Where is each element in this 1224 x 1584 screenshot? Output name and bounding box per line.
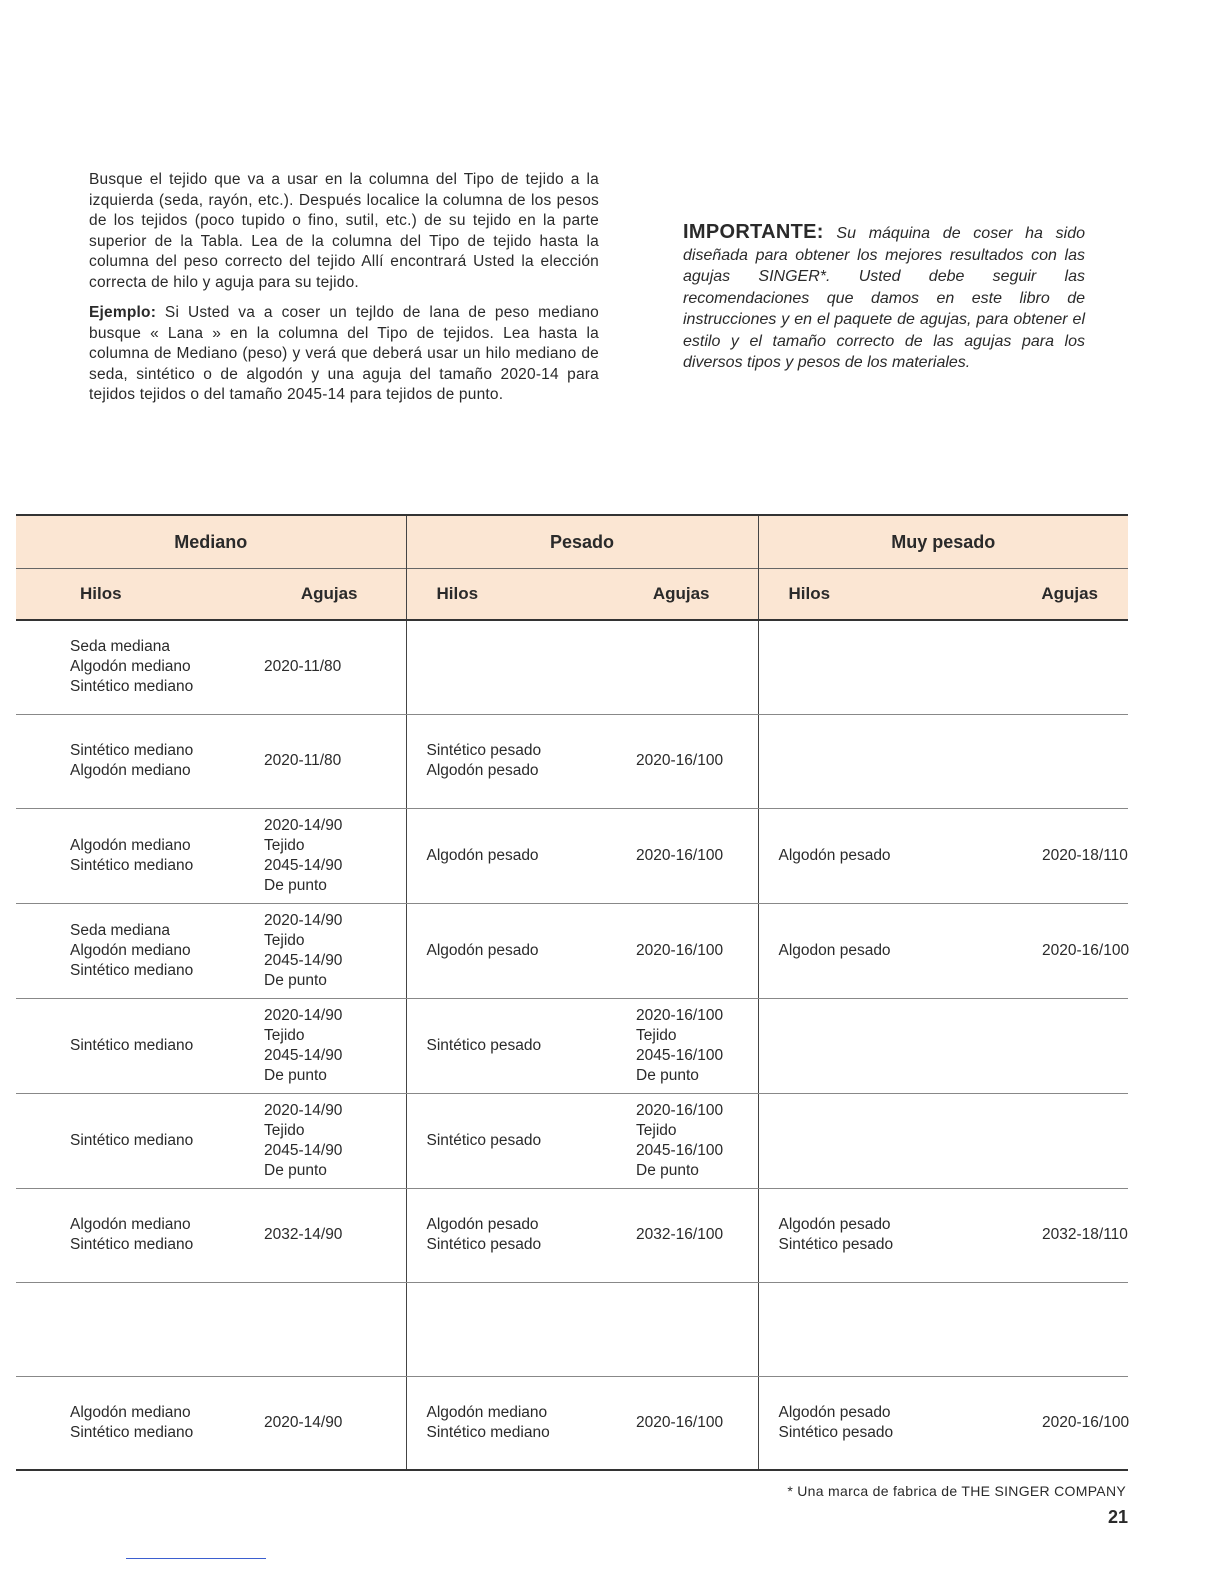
table-row bbox=[16, 1188, 1128, 1282]
subheader-row bbox=[16, 569, 1128, 621]
table-row bbox=[16, 808, 1128, 903]
thread-cell bbox=[406, 998, 630, 1093]
thread-line: Algodón pesado bbox=[426, 941, 539, 959]
needle-line: 2032-16/100 bbox=[636, 1226, 724, 1243]
thread-cell bbox=[16, 620, 244, 714]
intro-paragraph: Busque el tejido que va a usar en la columna del Tipo de tejido a la izquierda (seda, rayón, etc.). Después localice la columna de los pesos de los tejidos (poco tupido o fino, sutil, etc.) de su tejido en la parte superior de la Tabla. Lea de la columna del Tipo de tejido hasta la columna del peso correcto del tejido Allí encontrará Usted la elección correcta de hilo y aguja para su tejido. bbox=[89, 171, 599, 291]
table-row bbox=[16, 620, 1128, 714]
intro-text bbox=[89, 170, 599, 416]
needle-line: 2020-11/80 bbox=[264, 752, 342, 769]
needle-line: Tejido bbox=[264, 836, 305, 854]
needle-line: 2045-16/100 bbox=[636, 1046, 724, 1064]
needle-cell bbox=[630, 998, 758, 1093]
needle-line: 2020-14/90 bbox=[264, 816, 343, 834]
needle-line: 2045-14/90 bbox=[264, 1141, 343, 1159]
thread-line: Algodón mediano bbox=[426, 1403, 548, 1421]
thread-cell bbox=[406, 1188, 630, 1282]
needle-line: 2020-14/90 bbox=[264, 1101, 343, 1119]
needle-cell bbox=[980, 1282, 1128, 1376]
thread-line: Algodón pesado bbox=[426, 846, 539, 864]
needle-line: 2020-14/90 bbox=[264, 1413, 343, 1431]
thread-cell bbox=[406, 903, 630, 998]
thread-line: Algodón pesado bbox=[426, 762, 539, 779]
thread-line: Algodón mediano bbox=[70, 836, 191, 854]
header-muy-pesado: Muy pesado bbox=[758, 515, 1128, 569]
needle-cell bbox=[244, 998, 406, 1093]
page-number: 21 bbox=[1107, 1507, 1128, 1527]
table-row bbox=[16, 903, 1128, 998]
example-label: Ejemplo: bbox=[89, 304, 157, 321]
thread-line: Algodón mediano bbox=[70, 658, 191, 676]
needle-cell bbox=[244, 903, 406, 998]
needle-cell bbox=[980, 998, 1128, 1093]
thread-line: Sintético pesado bbox=[426, 1236, 542, 1253]
needle-line: De punto bbox=[264, 971, 327, 989]
needle-cell bbox=[244, 1093, 406, 1188]
example-paragraph bbox=[89, 303, 599, 406]
thread-line: Sintético pesado bbox=[426, 1131, 542, 1149]
thread-cell bbox=[406, 808, 630, 903]
thread-line: Seda mediana bbox=[70, 638, 170, 656]
thread-line: Sintético mediano bbox=[70, 856, 194, 874]
thread-cell bbox=[406, 1376, 630, 1470]
thread-line: Sintético pesado bbox=[426, 1036, 542, 1054]
needle-cell bbox=[980, 620, 1128, 714]
subheader-hilos: Hilos bbox=[758, 569, 980, 621]
needle-cell bbox=[630, 903, 758, 998]
needle-cell bbox=[980, 903, 1128, 998]
thread-line: Algodón pesado bbox=[778, 1216, 891, 1233]
needle-line: Tejido bbox=[636, 1121, 677, 1139]
needle-cell bbox=[630, 1188, 758, 1282]
thread-line: Algodón mediano bbox=[70, 762, 191, 779]
thread-cell bbox=[406, 1282, 630, 1376]
needle-line: 2020-14/90 bbox=[264, 911, 343, 929]
thread-cell bbox=[16, 1376, 244, 1470]
needle-line: 2020-16/100 bbox=[1042, 941, 1130, 959]
needle-line: 2020-16/100 bbox=[636, 846, 724, 864]
thread-cell bbox=[406, 1093, 630, 1188]
thread-line: Sintético mediano bbox=[70, 678, 194, 696]
thread-cell bbox=[758, 1093, 980, 1188]
thread-cell bbox=[758, 714, 980, 808]
needle-cell bbox=[980, 808, 1128, 903]
thread-cell bbox=[758, 620, 980, 714]
needle-line: 2045-14/90 bbox=[264, 1046, 343, 1064]
thread-cell bbox=[758, 1282, 980, 1376]
thread-cell bbox=[758, 998, 980, 1093]
table-row bbox=[16, 998, 1128, 1093]
thread-cell bbox=[406, 620, 630, 714]
thread-line: Algodón mediano bbox=[70, 1216, 191, 1233]
thread-line: Algodon pesado bbox=[778, 941, 891, 959]
needle-line: Tejido bbox=[264, 1121, 305, 1139]
needle-line: 2045-16/100 bbox=[636, 1141, 724, 1159]
needle-cell bbox=[980, 1376, 1128, 1470]
needle-cell bbox=[980, 1093, 1128, 1188]
needle-cell bbox=[244, 808, 406, 903]
subheader-agujas: Agujas bbox=[244, 569, 406, 621]
subheader-agujas: Agujas bbox=[630, 569, 758, 621]
needle-line: De punto bbox=[264, 876, 327, 894]
important-label: IMPORTANTE: bbox=[683, 221, 824, 243]
needle-line: 2020-11/80 bbox=[264, 658, 342, 676]
needle-line: De punto bbox=[636, 1066, 699, 1084]
needle-cell bbox=[980, 714, 1128, 808]
needle-line: 2032-18/110 bbox=[1042, 1226, 1128, 1243]
needle-cell bbox=[244, 1376, 406, 1470]
needle-line: 2020-16/100 bbox=[636, 752, 724, 769]
thread-line: Sintético mediano bbox=[70, 1036, 194, 1054]
needle-cell bbox=[630, 714, 758, 808]
needle-cell bbox=[630, 1282, 758, 1376]
needle-line: 2020-16/100 bbox=[636, 1006, 724, 1024]
thread-line: Sintético mediano bbox=[426, 1423, 550, 1441]
weight-header-row bbox=[16, 515, 1128, 569]
thread-line: Sintético pesado bbox=[778, 1236, 894, 1253]
footnote: * Una marca de fabrica de THE SINGER COMPANY bbox=[787, 1483, 1126, 1499]
bottom-rule bbox=[126, 1558, 266, 1559]
needle-cell bbox=[630, 1093, 758, 1188]
subheader-hilos: Hilos bbox=[406, 569, 630, 621]
needle-cell bbox=[630, 808, 758, 903]
needle-line: 2020-16/100 bbox=[636, 941, 724, 959]
needle-cell bbox=[244, 714, 406, 808]
thread-cell bbox=[16, 998, 244, 1093]
important-note bbox=[683, 222, 1085, 374]
thread-cell bbox=[758, 1188, 980, 1282]
needle-cell bbox=[630, 1376, 758, 1470]
thread-line: Sintético pesado bbox=[778, 1423, 894, 1441]
needle-cell bbox=[980, 1188, 1128, 1282]
thread-cell bbox=[16, 903, 244, 998]
needle-line: 2032-14/90 bbox=[264, 1226, 343, 1243]
thread-line: Seda mediana bbox=[70, 921, 170, 939]
thread-line: Sintético mediano bbox=[70, 1131, 194, 1149]
thread-cell bbox=[758, 808, 980, 903]
needle-line: De punto bbox=[264, 1066, 327, 1084]
thread-cell bbox=[16, 808, 244, 903]
subheader-hilos: Hilos bbox=[16, 569, 244, 621]
thread-cell bbox=[406, 714, 630, 808]
thread-cell bbox=[16, 1093, 244, 1188]
thread-line: Sintético mediano bbox=[70, 1423, 194, 1441]
subheader-agujas: Agujas bbox=[980, 569, 1128, 621]
table-row bbox=[16, 714, 1128, 808]
needle-line: De punto bbox=[264, 1161, 327, 1179]
thread-line: Algodón mediano bbox=[70, 941, 191, 959]
thread-line: Algodón pesado bbox=[778, 846, 891, 864]
header-mediano: Mediano bbox=[16, 515, 406, 569]
needle-line: 2045-14/90 bbox=[264, 951, 343, 969]
thread-cell bbox=[16, 1282, 244, 1376]
thread-cell bbox=[16, 714, 244, 808]
thread-line: Algodón pesado bbox=[778, 1403, 891, 1421]
needle-line: 2020-16/100 bbox=[636, 1101, 724, 1119]
thread-cell bbox=[758, 903, 980, 998]
needle-line: 2020-14/90 bbox=[264, 1006, 343, 1024]
needle-line: De punto bbox=[636, 1161, 699, 1179]
thread-line: Algodón pesado bbox=[426, 1216, 539, 1233]
thread-cell bbox=[758, 1376, 980, 1470]
thread-cell bbox=[16, 1188, 244, 1282]
table-row bbox=[16, 1376, 1128, 1470]
table-row bbox=[16, 1093, 1128, 1188]
thread-line: Algodón mediano bbox=[70, 1403, 191, 1421]
important-text: Su máquina de coser ha sido diseñada para obtener los mejores resultados con las agujas SINGER*. Usted debe seguir las recomendaciones que damos en este libro de instrucciones y en el paquete de agujas, para obtener el estilo y el tamaño correcto de las agujas para los diversos tipos y pesos de los materiales. bbox=[683, 225, 1085, 371]
header-pesado: Pesado bbox=[406, 515, 758, 569]
needle-line: 2020-16/100 bbox=[1042, 1413, 1130, 1431]
needle-line: 2020-16/100 bbox=[636, 1413, 724, 1431]
thread-line: Sintético pesado bbox=[426, 742, 542, 759]
thread-line: Sintético mediano bbox=[70, 1236, 194, 1253]
thread-line: Sintético mediano bbox=[70, 961, 194, 979]
example-text: Si Usted va a coser un tejldo de lana de peso mediano busque « Lana » en la columna del Tipo de tejidos. Lea hasta la columna de Mediano (peso) y verá que deberá usar un hilo mediano de seda, sintético o de algodón y una aguja del tamaño 2020-14 para tejidos tejidos o del tamaño 2045-14 para tejidos de punto. bbox=[89, 304, 599, 403]
needle-cell bbox=[244, 620, 406, 714]
needle-line: 2020-18/110 bbox=[1042, 846, 1128, 864]
table-row bbox=[16, 1282, 1128, 1376]
needle-cell bbox=[244, 1188, 406, 1282]
needle-line: Tejido bbox=[264, 1026, 305, 1044]
needle-line: Tejido bbox=[636, 1026, 677, 1044]
needle-line: Tejido bbox=[264, 931, 305, 949]
thread-needle-table bbox=[16, 514, 1128, 1471]
needle-cell bbox=[244, 1282, 406, 1376]
thread-line: Sintético mediano bbox=[70, 742, 194, 759]
needle-cell bbox=[630, 620, 758, 714]
needle-line: 2045-14/90 bbox=[264, 856, 343, 874]
